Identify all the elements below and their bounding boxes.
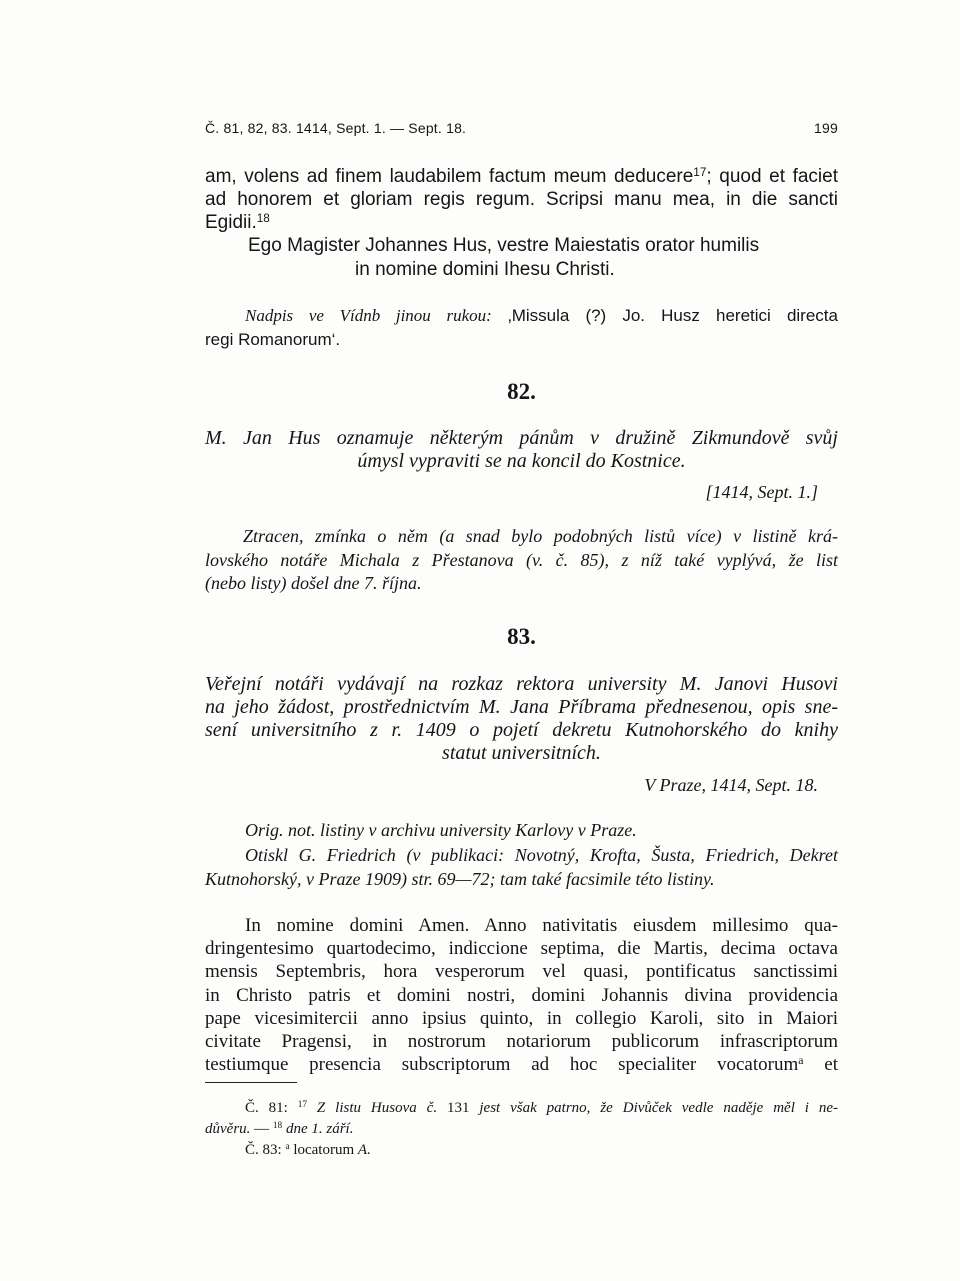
text-run: (nebo listy) došel dne 7. října. [205, 573, 422, 593]
summary-line [205, 572, 838, 596]
text-run: ad honorem et gloriam regis regum. Scripsi manu mea, in die sancti [205, 189, 838, 210]
text-run: důvěru. [205, 1121, 251, 1137]
title-line [205, 427, 838, 450]
text-run: na jeho žádost, prostřednictvím M. Jana Příbrama přednesenou, opis sne- [205, 696, 838, 718]
letter-line [205, 188, 838, 211]
text-run: ‚Missula (?) Jo. Husz heretici directa [491, 306, 838, 325]
text-run: Ego Magister Johannes Hus, vestre Maiestatis orator humilis [248, 235, 760, 256]
document-83-latin-text [205, 914, 838, 1076]
text-run: am, volens ad finem laudabilem factum meum deducere [205, 166, 694, 187]
text-run: dne 1. září. [282, 1121, 354, 1137]
footnote-marker: a [285, 1142, 290, 1153]
text-run: Veřejní notáři vydávají na rozkaz rektora university M. Janovi Husovi [205, 673, 838, 695]
source-line [205, 867, 838, 892]
document-83-title [205, 673, 838, 765]
text-run: Z listu Husova č. [307, 1100, 447, 1116]
text-run [288, 1100, 298, 1116]
text-run: Kutnohorský, v Praze 1909) str. 69—72; tam také facsimile této listiny. [205, 869, 715, 889]
text-run: sení universitního z r. 1409 o pojetí dekretu Kutnohorského do knihy [205, 719, 838, 741]
text-line [205, 937, 838, 960]
roman-run: 131 [446, 1100, 470, 1116]
letter-line [205, 165, 838, 188]
text-line [205, 1030, 838, 1053]
footnote-marker: 18 [256, 212, 270, 226]
title-line [205, 673, 838, 696]
text-line [205, 1053, 838, 1076]
text-run: A. [357, 1142, 371, 1158]
title-line [205, 696, 838, 719]
text-run: Ztracen, zmínka o něm (a snad bylo podobných listů více) v listině krá- [243, 526, 838, 546]
document-number-83: 83. [507, 624, 536, 649]
footnote-line [205, 1140, 838, 1161]
text-line [205, 984, 838, 1007]
document-number-82: 82. [507, 379, 536, 404]
italic-run: Nadpis ve Vídnb jinou rukou: [245, 306, 492, 325]
document-82-title [205, 427, 838, 473]
footnote-marker: a [798, 1054, 804, 1068]
text-run: testiumque presencia subscriptorum ad hoc specialiter vocatorum [205, 1054, 799, 1076]
letter-line [205, 211, 838, 234]
text-run: statut universitních. [442, 742, 601, 764]
page-number: 199 [814, 120, 838, 136]
text-run: Otiskl G. Friedrich (v publikaci: Novotný, Krofta, Šusta, Friedrich, Dekret [245, 844, 838, 865]
text-line [205, 1007, 838, 1030]
text-run: jest však patrno, že Divůček vedle naděje měl i ne- [469, 1100, 838, 1116]
footnote-line [205, 1098, 838, 1119]
footnotes [205, 1098, 838, 1161]
text-run: mensis Septembris, hora vesperorum vel quasi, pontificatus sanctissimi [205, 961, 838, 983]
text-run: in nomine domini Ihesu Christi. [355, 259, 615, 280]
title-line [205, 719, 838, 742]
source-line [205, 818, 838, 843]
note-line [205, 304, 838, 328]
text-run: regi Romanorum‘. [205, 330, 341, 349]
summary-line [205, 525, 838, 549]
footnote-rule [205, 1082, 297, 1083]
address-note [205, 304, 838, 352]
text-run: in Christo patris et domini nostri, domini Johannis divina providencia [205, 984, 838, 1006]
text-run: Egidii. [205, 212, 257, 233]
letter-closing-paragraph [205, 165, 838, 234]
document-83-sources [205, 818, 838, 892]
source-line [205, 843, 838, 868]
roman-run: — [250, 1121, 273, 1137]
text-line [205, 960, 838, 983]
running-head [205, 118, 838, 138]
text-run: civitate Pragensi, in nostrorum notariorum publicorum infrascriptorum [205, 1030, 838, 1052]
title-line [205, 450, 838, 473]
note-line [205, 328, 838, 352]
summary-line [205, 549, 838, 573]
roman-run: Č. 83: [245, 1142, 282, 1158]
text-run: M. Jan Hus oznamuje některým pánům v družině Zikmundově svůj [205, 427, 838, 449]
document-82-summary [205, 525, 838, 596]
footnote-marker: 18 [272, 1121, 283, 1132]
letter-signature [205, 234, 838, 282]
roman-run: Č. 81: [245, 1100, 288, 1116]
text-run: et [803, 1054, 838, 1076]
text-run: dringentesimo quartodecimo, indiccione septima, die Martis, decima octava [205, 938, 838, 960]
text-run: pape vicesimitercii anno ipsius quinto, in collegio Karoli, sito in Maiori [205, 1007, 838, 1029]
text-run: úmysl vypraviti se na koncil do Kostnice. [357, 450, 686, 472]
text-run: In nomine domini Amen. Anno nativitatis eiusdem millesimo qua- [245, 915, 838, 936]
text-line [205, 914, 838, 937]
signature-line [205, 258, 838, 282]
roman-run: locatorum [289, 1142, 358, 1158]
title-line [205, 742, 838, 765]
footnote-marker: 17 [297, 1100, 308, 1111]
document-83-date: V Praze, 1414, Sept. 18. [644, 775, 818, 795]
running-head-text: Č. 81, 82, 83. 1414, Sept. 1. — Sept. 18. [205, 120, 467, 136]
footnote-line [205, 1119, 838, 1140]
text-run: ; quod et faciet [706, 166, 838, 187]
footnote-marker: 17 [693, 166, 707, 180]
text-run: lovského notáře Michala z Přestanova (v. č. 85), z níž také vyplývá, že list [205, 549, 838, 570]
text-run: Orig. not. listiny v archivu university Karlovy v Praze. [245, 820, 637, 840]
document-82-date: [1414, Sept. 1.] [705, 482, 818, 502]
signature-line [205, 234, 838, 258]
